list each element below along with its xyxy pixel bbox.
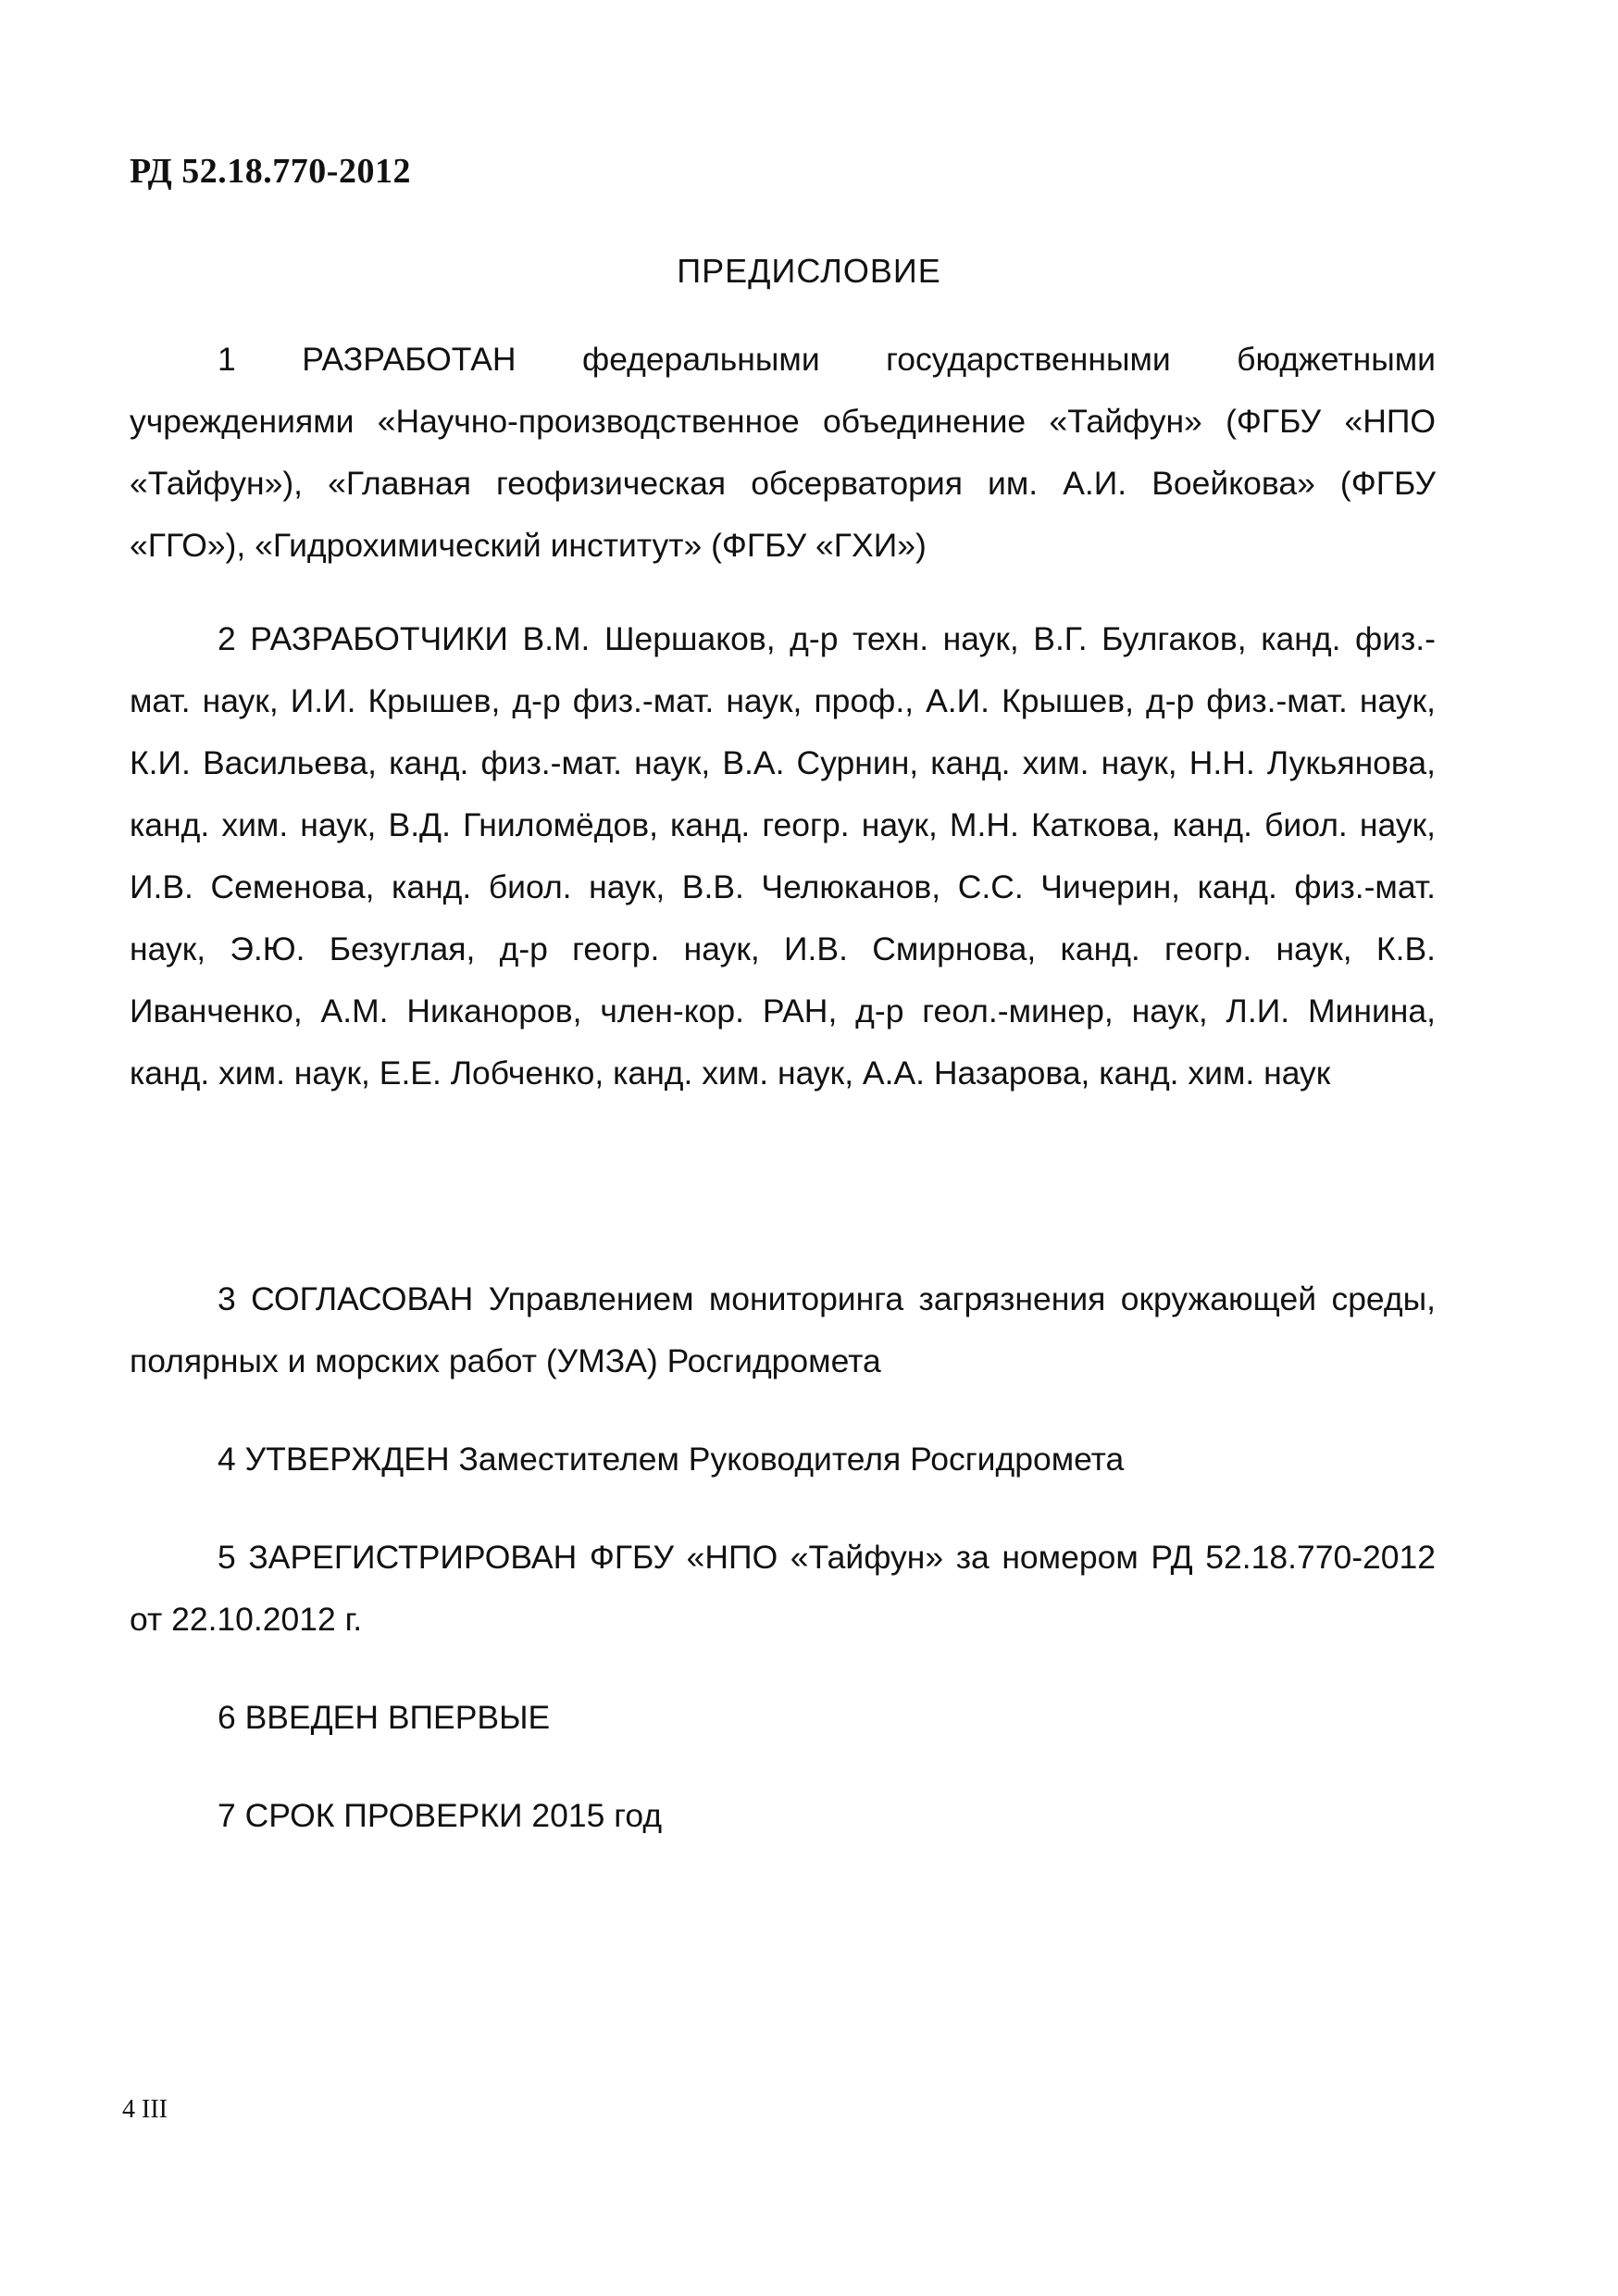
paragraph-developed-by: 1 РАЗРАБОТАН федеральными государственными бюджетными учреждениями «Научно-производственное объединение «Тайфун» (ФГБУ «НПО «Тайфун»), «Главная геофизическая обсерватория им. А.И. Воейкова» (ФГБУ «ГГО»), «Гидрохимический институт» (ФГБУ «ГХИ») [130,341,1436,564]
document-code: РД 52.18.770-2012 [130,152,411,191]
page-number: 4 III [122,2095,168,2124]
paragraph-registered: 5 ЗАРЕГИСТРИРОВАН ФГБУ «НПО «Тайфун» за номером РД 52.18.770-2012 от 22.10.2012 г. [130,1539,1436,1638]
paragraph-approved: 4 УТВЕРЖДЕН Заместителем Руководителя Росгидромета [218,1441,1125,1478]
paragraph-developers: 2 РАЗРАБОТЧИКИ В.М. Шершаков, д-р техн. наук, В.Г. Булгаков, канд. физ.-мат. наук, И.И. Крышев, д-р физ.-мат. наук, проф., А.И. Крышев, д-р физ.-мат. наук, К.И. Васильева, канд. физ.-мат. наук, В.А. Сурнин, канд. хим. наук, Н.Н. Лукьянова, канд. хим. наук, В.Д. Гниломёдов, канд. геогр. наук, М.Н. Каткова, канд. биол. наук, И.В. Семенова, канд. биол. наук, В.В. Челюканов, С.С. Чичерин, канд. физ.-мат. наук, Э.Ю. Безуглая, д-р геогр. наук, И.В. Смирнова, канд. геогр. наук, К.В. Иванченко, А.М. Никаноров, член-кор. РАН, д-р геол.-минер, наук, Л.И. Минина, канд. хим. наук, Е.Е. Лобченко, канд. хим. наук, А.А. Назарова, канд. хим. наук [130,620,1436,1092]
paragraph-review-date: 7 СРОК ПРОВЕРКИ 2015 год [218,1797,663,1834]
section-title: ПРЕДИСЛОВИЕ [677,252,941,290]
paragraph-agreed: 3 СОГЛАСОВАН Управлением мониторинга загрязнения окружающей среды, полярных и морских работ (УМЗА) Росгидромета [130,1280,1436,1379]
paragraph-introduced: 6 ВВЕДЕН ВПЕРВЫЕ [218,1699,551,1736]
